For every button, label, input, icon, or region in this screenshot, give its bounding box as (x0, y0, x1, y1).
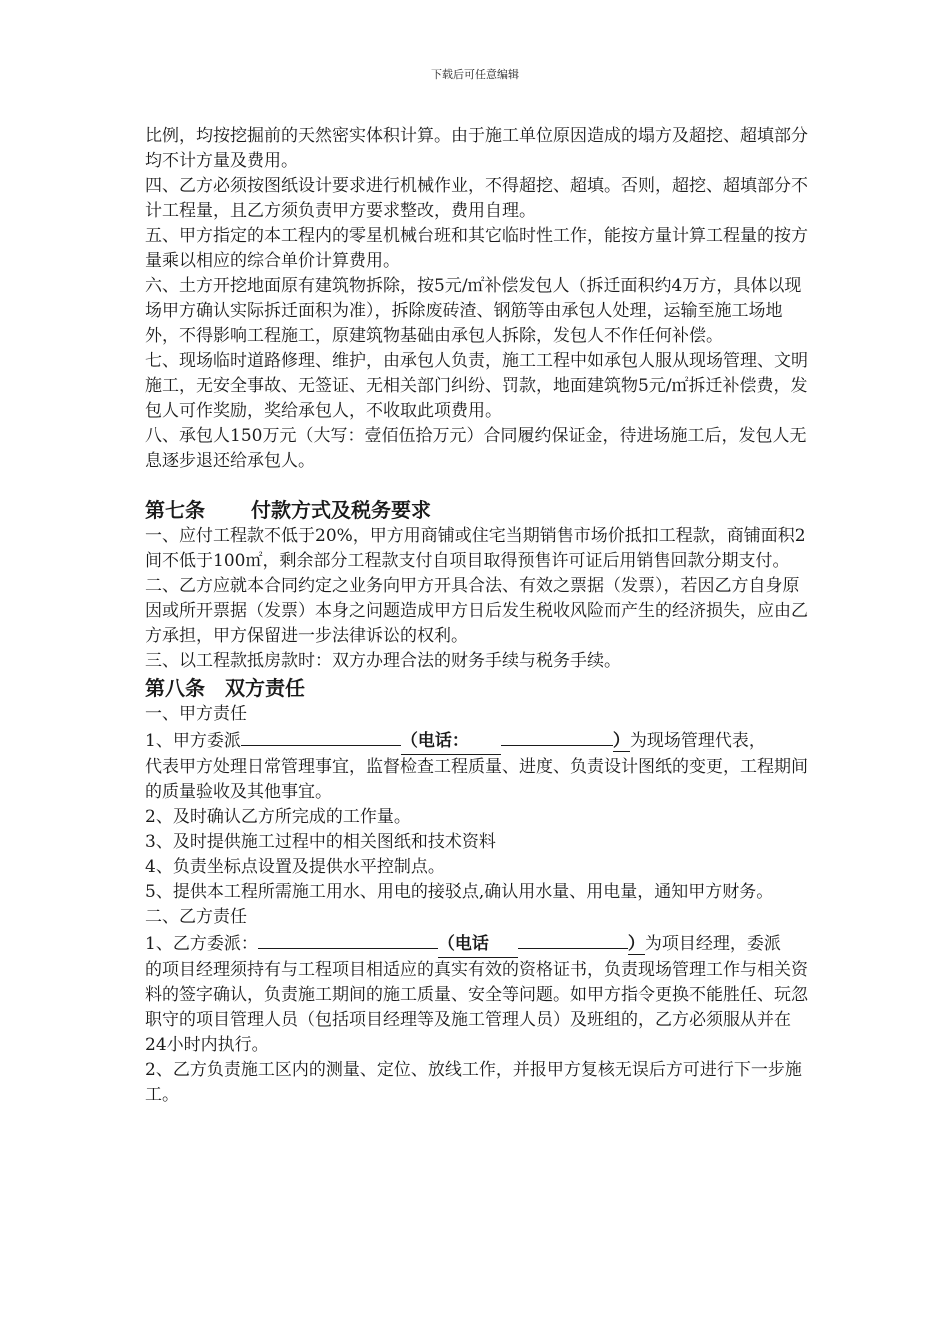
paragraph-party-b-manager (145, 930, 810, 1058)
phone-label: （电话 (438, 932, 518, 958)
article-number: 第八条 (145, 676, 205, 700)
paragraph: 七、现场临时道路修理、维护，由承包人负责，施工工程中如承包人服从现场管理、文明施工，无安全事故、无签证、无相关部门纠纷、罚款，地面建筑物5元/㎡拆迁补偿费，发包人可作奖励，奖给承包人，不收取此项费用。 (145, 351, 808, 421)
paragraph: 2、乙方负责施工区内的测量、定位、放线工作，并报甲方复核无误后方可进行下一步施工。 (145, 1060, 802, 1105)
paragraph: 三、以工程款抵房款时：双方办理合法的财务手续与税务手续。 (145, 651, 621, 671)
blank-name-field[interactable] (241, 727, 401, 746)
text: 代表甲方处理日常管理事宜，监督检查工程质量、进度、负责设计图纸的变更，工程期间的质量验收及其他事宜。 (145, 757, 808, 802)
paragraph: 六、土方开挖地面原有建筑物拆除，按5元/㎡补偿发包人（拆迁面积约4万方，具体以现场甲方确认实际拆迁面积为准），拆除废砖渣、钢筋等由承包人处理，运输至施工场地外，不得影响工程施工，原建筑物基础由承包人拆除，发包人不作任何补偿。 (145, 276, 802, 346)
blank-phone-field[interactable] (518, 930, 628, 949)
paragraph: 2、及时确认乙方所完成的工作量。 (145, 807, 411, 827)
blank-name-field[interactable] (258, 930, 438, 949)
paragraph: 4、负责坐标点设置及提供水平控制点。 (145, 857, 445, 877)
article-title: 双方责任 (225, 676, 305, 700)
text: 1、甲方委派 (145, 731, 241, 751)
paragraph: 五、甲方指定的本工程内的零星机械台班和其它临时性工作，能按方量计算工程量的按方量乘以相应的综合单价计算费用。 (145, 226, 808, 271)
document-body (145, 124, 810, 1108)
text: 为现场管理代表， (629, 731, 766, 751)
text: 为项目经理，委派 (644, 934, 781, 954)
paragraph: 5、提供本工程所需施工用水、用电的接驳点,确认用水量、用电量，通知甲方财务。 (145, 882, 774, 902)
text: 1、乙方委派： (145, 934, 258, 954)
phone-close: ） (612, 731, 630, 751)
phone-label: （电话： (401, 729, 501, 755)
page-header-note: 下载后可任意编辑 (431, 68, 519, 81)
article-7-heading (145, 496, 810, 524)
text: 的项目经理须持有与工程项目相适应的真实有效的资格证书，负责现场管理工作与相关资料的签字确认，负责施工期间的施工质量、安全等问题。如甲方指令更换不能胜任、玩忽职守的项目管理人员（包括项目经理等及施工管理人员）及班组的，乙方必须服从并在24小时内执行。 (145, 960, 808, 1055)
paragraph: 二、乙方应就本合同约定之业务向甲方开具合法、有效之票据（发票），若因乙方自身原因或所开票据（发票）本身之问题造成甲方日后发生税收风险而产生的经济损失，应由乙方承担，甲方保留进一步法律诉讼的权利。 (145, 576, 808, 646)
article-8-heading (145, 674, 810, 702)
paragraph: 比例，均按挖掘前的天然密实体积计算。由于施工单位原因造成的塌方及超挖、超填部分均不计方量及费用。 (145, 126, 808, 171)
paragraph: 四、乙方必须按图纸设计要求进行机械作业，不得超挖、超填。否则，超挖、超填部分不计工程量，且乙方须负责甲方要求整改，费用自理。 (145, 176, 808, 221)
blank-phone-field[interactable] (501, 727, 613, 746)
paragraph-party-a-rep (145, 727, 810, 805)
section-heading-party-a: 一、甲方责任 (145, 704, 247, 724)
section-heading-party-b: 二、乙方责任 (145, 907, 247, 927)
article-number: 第七条 (145, 498, 205, 522)
paragraph: 八、承包人150万元（大写：壹佰伍拾万元）合同履约保证金，待进场施工后，发包人无息逐步退还给承包人。 (145, 426, 807, 471)
article-title: 付款方式及税务要求 (251, 498, 431, 522)
paragraph: 一、应付工程款不低于20%，甲方用商铺或住宅当期销售市场价抵扣工程款，商铺面积2间不低于100㎡，剩余部分工程款支付自项目取得预售许可证后用销售回款分期支付。 (145, 526, 806, 571)
paragraph: 3、及时提供施工过程中的相关图纸和技术资料 (145, 832, 496, 852)
phone-close: ） (627, 934, 645, 954)
